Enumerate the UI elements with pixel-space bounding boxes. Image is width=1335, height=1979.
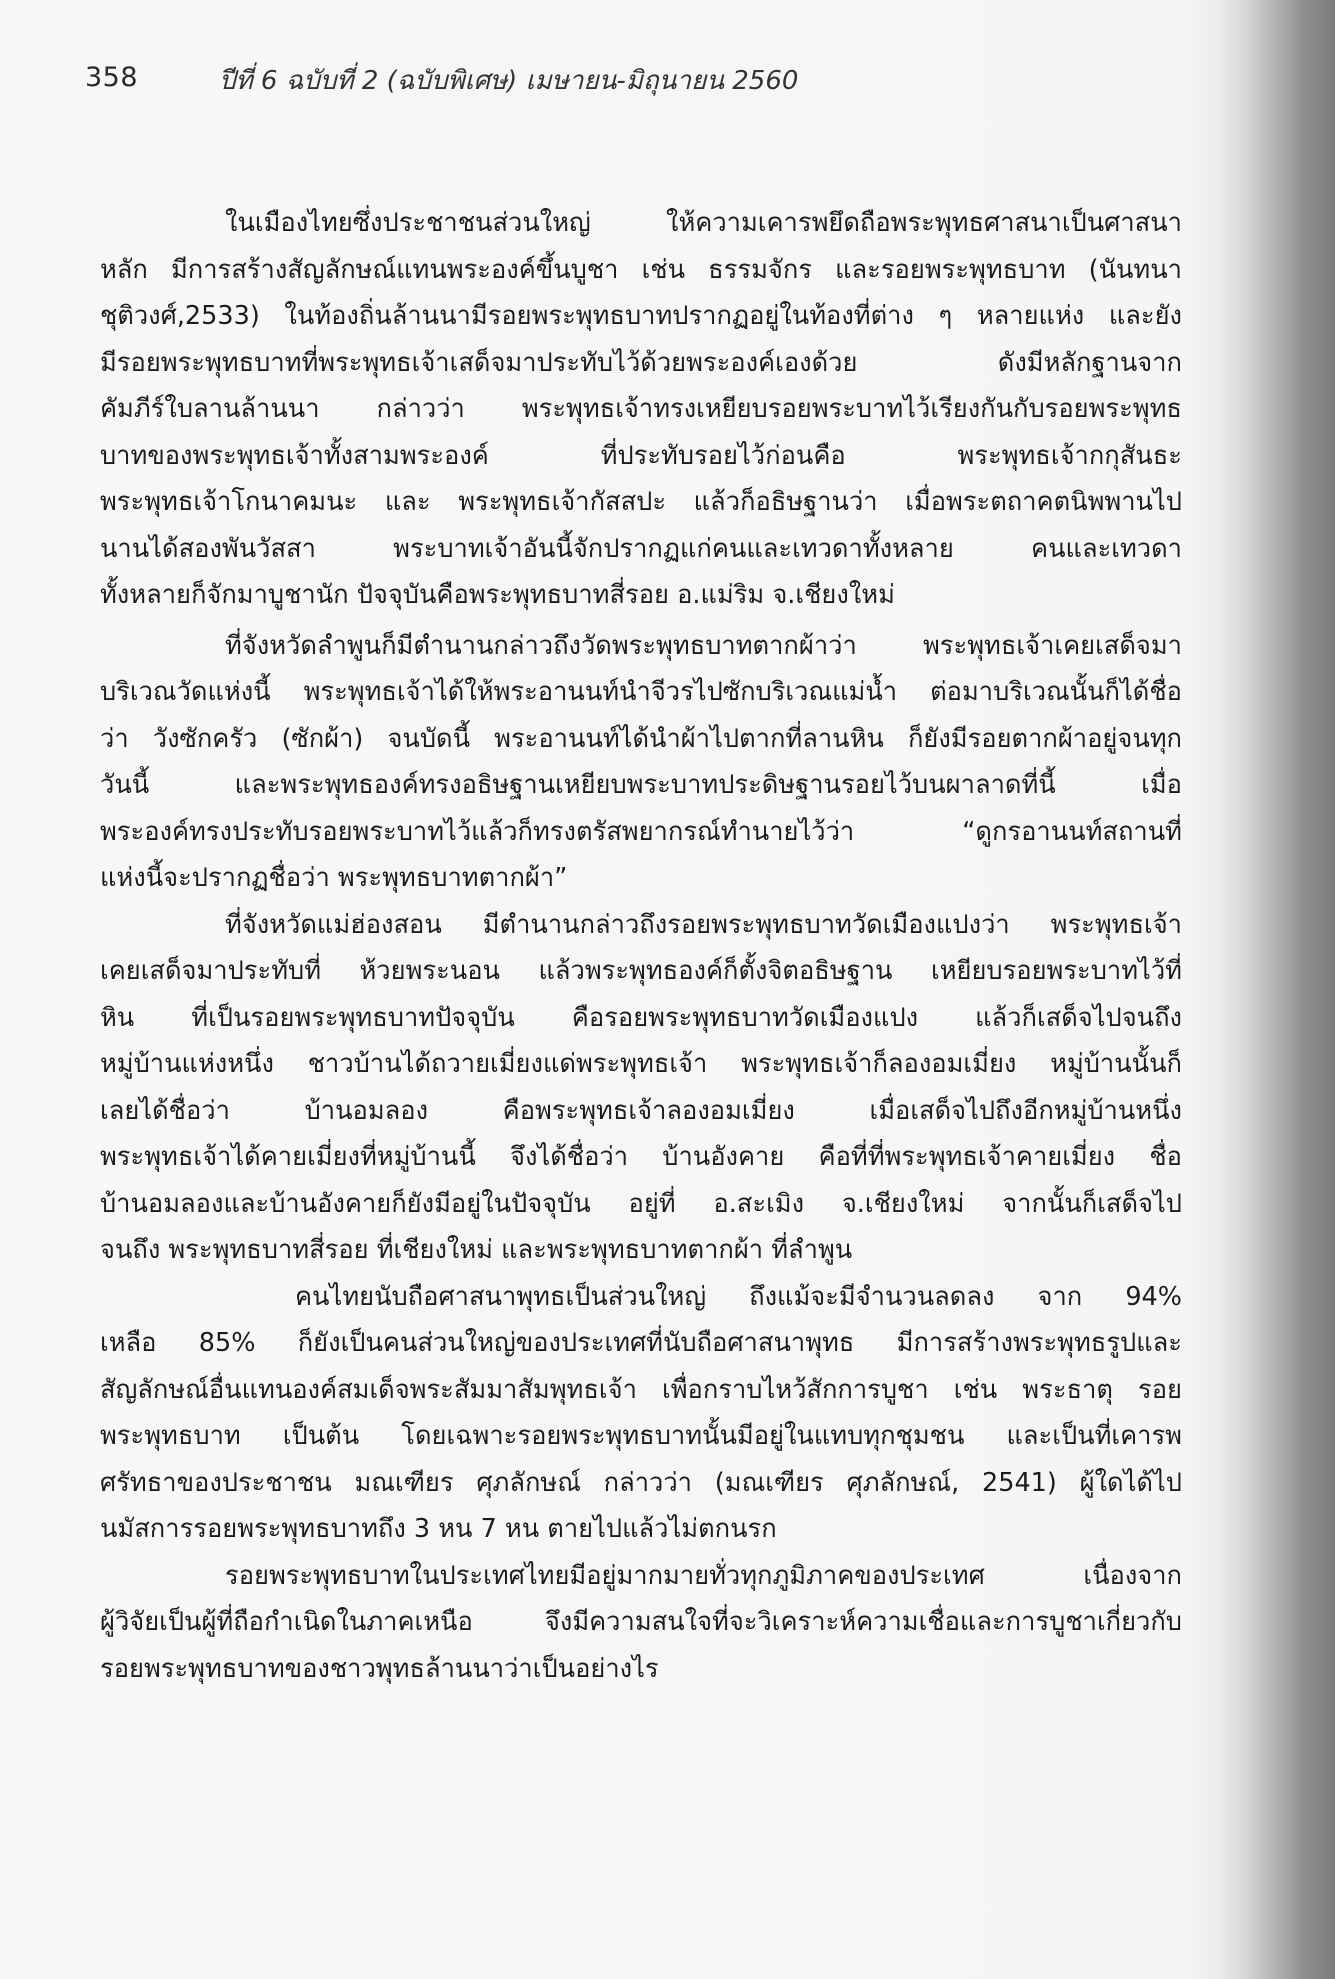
page-header (85, 58, 1185, 102)
text-line: หิน ที่เป็นรอยพระพุทธบาทปัจจุบัน คือรอยพระพุทธบาทวัดเมืองแปง แล้วก็เสด็จไปจนถึง (100, 1002, 1182, 1033)
paragraph-3 (100, 902, 1182, 1274)
text-line: จนถึง พระพุทธบาทสี่รอย ที่เชียงใหม่ และพระพุทธบาทตากผ้า ที่ลำพูน (100, 1235, 853, 1265)
text-line: พระพุทธเจ้าโกนาคมนะ และ พระพุทธเจ้ากัสสปะ แล้วก็อธิษฐานว่า เมื่อพระตถาคตนิพพานไป (100, 487, 1182, 517)
paragraph-5 (100, 1553, 1182, 1693)
text-line: ศรัทธาของประชาชน มณเฑียร ศุภลักษณ์ กล่าวว่า (มณเฑียร ศุภลักษณ์, 2541) ผู้ใดได้ไป (100, 1467, 1182, 1498)
body-text (100, 200, 1182, 1692)
text-line: บริเวณวัดแห่งนี้ พระพุทธเจ้าได้ให้พระอานนท์นำจีวรไปซักบริเวณแม่น้ำ ต่อมาบริเวณนั้นก็ได้ชื่อ (100, 677, 1182, 707)
text-line: นมัสการรอยพระพุทธบาทถึง 3 หน 7 หน ตายไปแล้วไม่ตกนรก (100, 1514, 777, 1544)
text-line: มีรอยพระพุทธบาทที่พระพุทธเจ้าเสด็จมาประทับไว้ด้วยพระองค์เองด้วย ดังมีหลักฐานจาก (100, 347, 1182, 378)
text-line: เหลือ 85% ก็ยังเป็นคนส่วนใหญ่ของประเทศที่นับถือศาสนาพุทธ มีการสร้างพระพุทธรูปและ (100, 1328, 1182, 1358)
paragraph-2 (100, 623, 1182, 902)
text-line: บาทของพระพุทธเจ้าทั้งสามพระองค์ ที่ประทับรอยไว้ก่อนคือ พระพุทธเจ้ากกุสันธะ (100, 440, 1182, 471)
text-line: พระพุทธบาท เป็นต้น โดยเฉพาะรอยพระพุทธบาทนั้นมีอยู่ในแทบทุกชุมชน และเป็นที่เคารพ (100, 1421, 1182, 1451)
text-line: พระองค์ทรงประทับรอยพระบาทไว้แล้วก็ทรงตรัสพยากรณ์ทำนายไว้ว่า “ดูกรอานนท์สถานที่ (100, 816, 1182, 847)
text-line: ทั้งหลายก็จักมาบูชานัก ปัจจุบันคือพระพุทธบาทสี่รอย อ.แม่ริม จ.เชียงใหม่ (100, 580, 895, 610)
text-line: นานได้สองพันวัสสา พระบาทเจ้าอันนี้จักปรากฏแก่คนและเทวดาทั้งหลาย คนและเทวดา (100, 533, 1182, 564)
text-line: แห่งนี้จะปรากฏชื่อว่า พระพุทธบาทตากผ้า” (100, 863, 568, 893)
text-line: วันนี้ และพระพุทธองค์ทรงอธิษฐานเหยียบพระบาทประดิษฐานรอยไว้บนผาลาดที่นี้ เมื่อ (100, 770, 1182, 800)
running-head: ปีที่ 6 ฉบับที่ 2 (ฉบับพิเศษ) เมษายน-มิถุนายน 2560 (219, 66, 799, 96)
text-line: เลยได้ชื่อว่า บ้านอมลอง คือพระพุทธเจ้าลองอมเมี่ยง เมื่อเสด็จไปถึงอีกหมู่บ้านหนึ่ง (100, 1095, 1182, 1126)
text-line: คัมภีร์ใบลานล้านนา กล่าวว่า พระพุทธเจ้าทรงเหยียบรอยพระบาทไว้เรียงกันกับรอยพระพุทธ (100, 394, 1182, 424)
text-line: รอยพระพุทธบาทในประเทศไทยมีอยู่มากมายทั่วทุกภูมิภาคของประเทศ เนื่องจาก (225, 1560, 1182, 1591)
text-line: ชุติวงศ์,2533) ในท้องถิ่นล้านนามีรอยพระพุทธบาทปรากฏอยู่ในท้องที่ต่าง ๆ หลายแห่ง และยัง (100, 301, 1182, 331)
text-line: พระพุทธเจ้าได้คายเมี่ยงที่หมู่บ้านนี้ จึงได้ชื่อว่า บ้านอังคาย คือที่ที่พระพุทธเจ้าคายเมี่ยง ชื่อ (100, 1142, 1182, 1172)
text-line: หลัก มีการสร้างสัญลักษณ์แทนพระองค์ขึ้นบูชา เช่น ธรรมจักร และรอยพระพุทธบาท (นันทนา (100, 254, 1182, 285)
text-line: ว่า วังซักครัว (ซักผ้า) จนบัดนี้ พระอานนท์ได้นำผ้าไปตากที่ลานหิน ก็ยังมีรอยตากผ้าอยู่จนทุก (100, 723, 1182, 754)
text-line: คนไทยนับถือศาสนาพุทธเป็นส่วนใหญ่ ถึงแม้จะมีจำนวนลดลง จาก 94% (295, 1281, 1182, 1312)
text-line: สัญลักษณ์อื่นแทนองค์สมเด็จพระสัมมาสัมพุทธเจ้า เพื่อกราบไหว้สักการบูชา เช่น พระธาตุ รอย (100, 1374, 1182, 1405)
paragraph-1 (100, 200, 1182, 619)
page-number: 358 (85, 62, 139, 93)
text-line: รอยพระพุทธบาทของชาวพุทธล้านนาว่าเป็นอย่างไร (100, 1653, 659, 1684)
text-line: ที่จังหวัดแม่ฮ่องสอน มีตำนานกล่าวถึงรอยพระพุทธบาทวัดเมืองแปงว่า พระพุทธเจ้า (225, 909, 1182, 940)
text-line: ในเมืองไทยซึ่งประชาชนส่วนใหญ่ ให้ความเคารพยึดถือพระพุทธศาสนาเป็นศาสนา (225, 208, 1182, 238)
text-line: บ้านอมลองและบ้านอังคายก็ยังมีอยู่ในปัจจุบัน อยู่ที่ อ.สะเมิง จ.เชียงใหม่ จากนั้นก็เสด็จไป (100, 1188, 1182, 1219)
text-line: ที่จังหวัดลำพูนก็มีตำนานกล่าวถึงวัดพระพุทธบาทตากผ้าว่า พระพุทธเจ้าเคยเสด็จมา (225, 630, 1182, 661)
paragraph-4 (100, 1274, 1182, 1553)
text-line: เคยเสด็จมาประทับที่ ห้วยพระนอน แล้วพระพุทธองค์ก็ตั้งจิตอธิษฐาน เหยียบรอยพระบาทไว้ที่ (100, 956, 1182, 986)
text-line: ผู้วิจัยเป็นผู้ที่ถือกำเนิดในภาคเหนือ จึงมีความสนใจที่จะวิเคราะห์ความเชื่อและการบูชาเกี่ยวกับ (100, 1607, 1182, 1637)
text-line: หมู่บ้านแห่งหนึ่ง ชาวบ้านได้ถวายเมี่ยงแด่พระพุทธเจ้า พระพุทธเจ้าก็ลองอมเมี่ยง หมู่บ้านนั้นก็ (100, 1049, 1182, 1079)
